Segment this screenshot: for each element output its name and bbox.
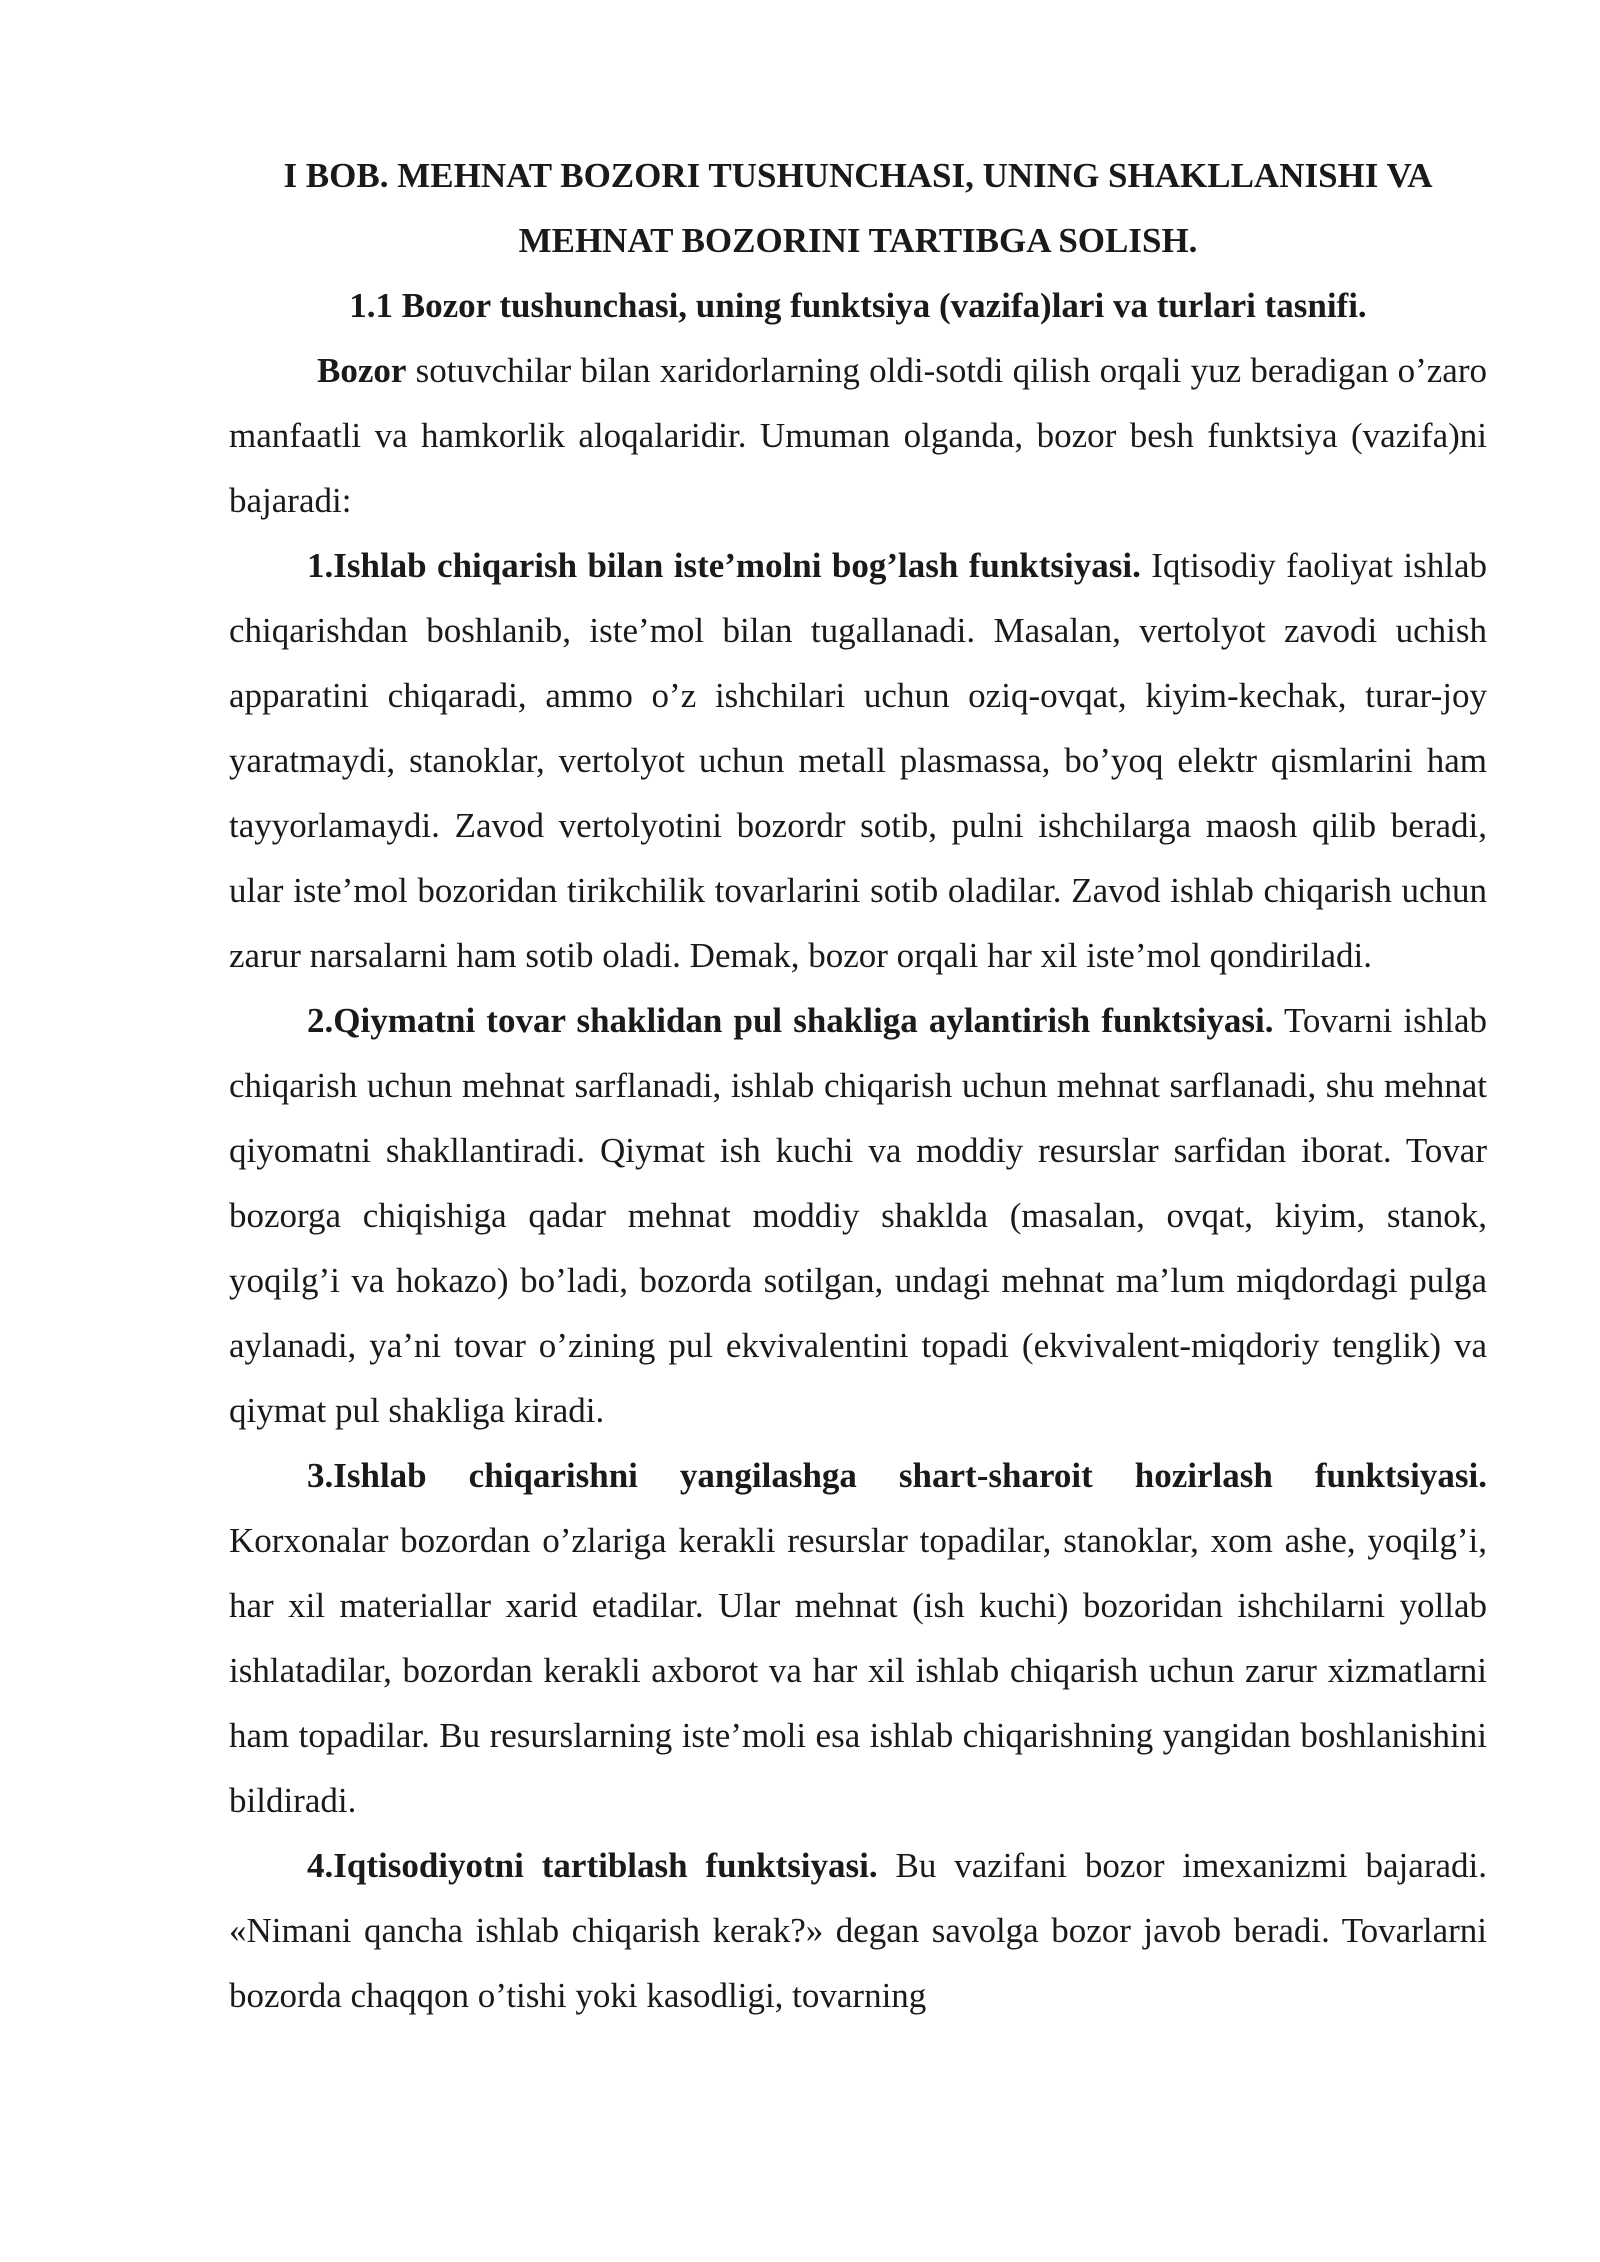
intro-paragraph (229, 338, 1487, 533)
function-text: Tovarni ishlab chiqarish uchun mehnat sarflanadi, ishlab chiqarish uchun mehnat sarflanadi, shu mehnat qiyomatni shakllantiradi. Qiymat ish kuchi va moddiy resurslar sarfidan iborat. Tovar bozorga chiqishiga qadar mehnat moddiy shaklda (masalan, ovqat, kiyim, stanok, yoqilg’i va hokazo) bo’ladi, bozorda sotilgan, undagi mehnat ma’lum miqdordagi pulga aylanadi, ya’ni tovar o’zining pul ekvivalentini topadi (ekvivalent-miqdoriy tenglik) va qiymat pul shakliga kiradi. (229, 1001, 1487, 1430)
document-page (229, 143, 1487, 2028)
function-paragraph-3 (229, 1443, 1487, 1833)
section-heading: 1.1 Bozor tushunchasi, uning funktsiya (vazifa)lari va turlari tasnifi. (349, 286, 1367, 325)
function-text: Iqtisodiy faoliyat ishlab chiqarishdan boshlanib, iste’mol bilan tugallanadi. Masalan, vertolyot zavodi uchish apparatini chiqaradi, ammo o’z ishchilari uchun oziq-ovqat, kiyim-kechak, turar-joy yaratmaydi, stanoklar, vertolyot uchun metall plasmassa, bo’yoq elektr qismlarini ham tayyorlamaydi. Zavod vertolyotini bozordr sotib, pulni ishchilarga maosh qilib beradi, ular iste’mol bozoridan tirikchilik tovarlarini sotib oladilar. Zavod ishlab chiqarish uchun zarur narsalarni ham sotib oladi. Demak, bozor orqali har xil iste’mol qondiriladi. (229, 546, 1487, 975)
function-title: 2.Qiymatni tovar shaklidan pul shakliga aylantirish funktsiyasi. (307, 1001, 1274, 1040)
function-title: 1.Ishlab chiqarish bilan iste’molni bog’lash funktsiyasi. (307, 546, 1141, 585)
function-title: 3.Ishlab chiqarishni yangilashga shart-sharoit hozirlash funktsiyasi. (307, 1456, 1487, 1495)
chapter-heading-line-1: I BOB. MEHNAT BOZORI TUSHUNCHASI, UNING SHAKLLANISHI VA (283, 156, 1433, 195)
function-paragraph-4 (229, 1833, 1487, 2028)
chapter-heading-line-2: MEHNAT BOZORINI TARTIBGA SOLISH. (518, 221, 1198, 260)
intro-text: sotuvchilar bilan xaridorlarning oldi-sotdi qilish orqali yuz beradigan o’zaro manfaatli va hamkorlik aloqalaridir. Umuman olganda, bozor besh funktsiya (vazifa)ni bajaradi: (229, 351, 1487, 520)
function-paragraph-2 (229, 988, 1487, 1443)
function-title: 4.Iqtisodiyotni tartiblash funktsiyasi. (307, 1846, 878, 1885)
chapter-heading (229, 143, 1487, 273)
function-text: Bu vazifani bozor imexanizmi bajaradi. «Nimani qancha ishlab chiqarish kerak?» degan savolga bozor javob beradi. Tovarlarni bozorda chaqqon o’tishi yoki kasodligi, tovarning (229, 1846, 1487, 2015)
intro-term: Bozor (317, 351, 407, 390)
function-paragraph-1 (229, 533, 1487, 988)
function-text: Korxonalar bozordan o’zlariga kerakli resurslar topadilar, stanoklar, xom ashe, yoqilg’i, har xil materiallar xarid etadilar. Ular mehnat (ish kuchi) bozoridan ishchilarni yollab ishlatadilar, bozordan kerakli axborot va har xil ishlab chiqarish uchun zarur xizmatlarni ham topadilar. Bu resurslarning iste’moli esa ishlab chiqarishning yangidan boshlanishini bildiradi. (229, 1521, 1487, 1820)
